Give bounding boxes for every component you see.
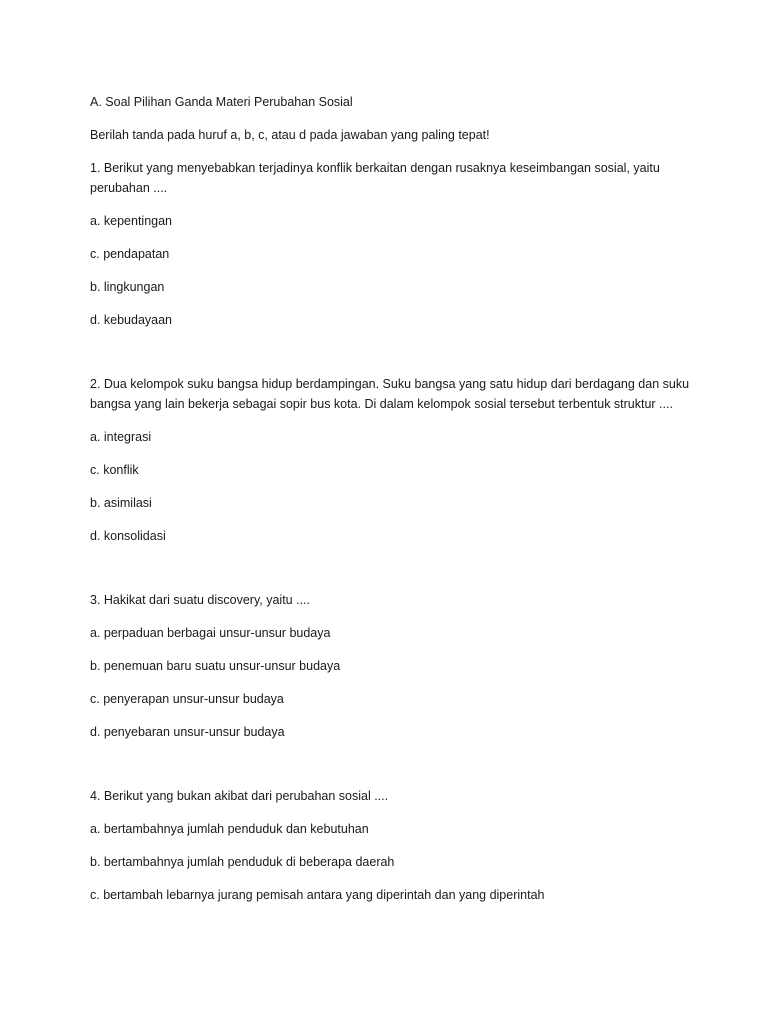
question-2 (90, 374, 690, 546)
answer-option: b. lingkungan (90, 280, 165, 294)
answer-option: a. integrasi (90, 430, 152, 444)
answer-option: b. bertambahnya jumlah penduduk di beberapa daerah (90, 855, 395, 869)
question-text: 4. Berikut yang bukan akibat dari perubahan sosial .... (90, 789, 389, 803)
question-3 (90, 590, 690, 742)
answer-option: c. konflik (90, 463, 139, 477)
answer-option: c. bertambah lebarnya jurang pemisah antara yang diperintah dan yang diperintah (90, 888, 545, 902)
answer-option: b. asimilasi (90, 496, 152, 510)
question-text: 1. Berikut yang menyebabkan terjadinya konflik berkaitan dengan rusaknya keseimbangan sosial, yaitu perubahan .... (90, 161, 660, 195)
instruction-text: Berilah tanda pada huruf a, b, c, atau d pada jawaban yang paling tepat! (90, 128, 490, 142)
question-4 (90, 786, 690, 905)
answer-option: c. pendapatan (90, 247, 170, 261)
document-page (90, 92, 690, 918)
question-text: 2. Dua kelompok suku bangsa hidup berdampingan. Suku bangsa yang satu hidup dari berdagang dan suku bangsa yang lain bekerja sebagai sopir bus kota. Di dalam kelompok sosial tersebut terbentuk struktur .... (90, 377, 690, 411)
answer-option: d. konsolidasi (90, 529, 166, 543)
answer-option: c. penyerapan unsur-unsur budaya (90, 692, 284, 706)
answer-option: a. bertambahnya jumlah penduduk dan kebutuhan (90, 822, 369, 836)
answer-option: d. kebudayaan (90, 313, 173, 327)
document-title: A. Soal Pilihan Ganda Materi Perubahan Sosial (90, 95, 353, 109)
question-1 (90, 158, 690, 330)
answer-option: b. penemuan baru suatu unsur-unsur budaya (90, 659, 341, 673)
answer-option: a. perpaduan berbagai unsur-unsur budaya (90, 626, 331, 640)
answer-option: d. penyebaran unsur-unsur budaya (90, 725, 285, 739)
answer-option: a. kepentingan (90, 214, 173, 228)
question-text: 3. Hakikat dari suatu discovery, yaitu .... (90, 593, 311, 607)
